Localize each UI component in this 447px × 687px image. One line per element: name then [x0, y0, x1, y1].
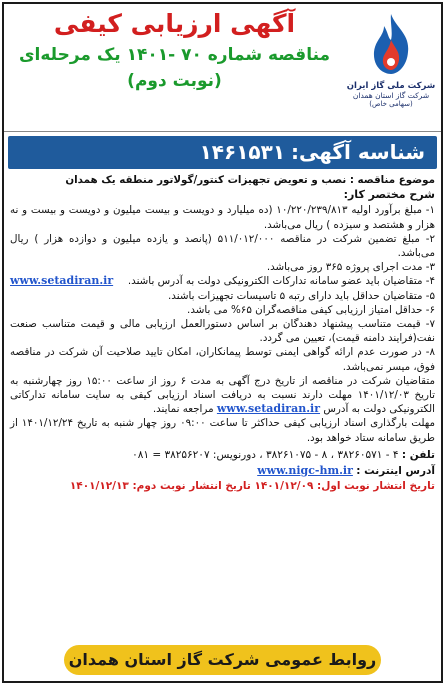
item-membership-text: ۴- متقاضیان باید عضو سامانه تدارکات الکترونیکی دولت به آدرس	[157, 275, 435, 288]
company-logo	[345, 10, 437, 128]
ad-title: آگهی ارزیابی کیفی	[53, 9, 296, 38]
paragraph-deadline: مهلت بارگذاری اسناد ارزیابی کیفی حداکثر تا ساعت ۰۹:۰۰ روز چهار شنبه به تاریخ ۱۴۰۱/۱۲/۲۴ از طریق سامانه ستاد خواهد بود.	[10, 417, 435, 444]
phone-value: ۴ - ۳۸۲۶۰۵۷۱ ، ۸ - ۳۸۲۶۱۰۷۵ ، دورنویس: ۳۸۲۵۶۲۰۷ = ۰۸۱	[132, 448, 399, 461]
web-line	[10, 463, 435, 479]
setadiran-link[interactable]: www.setadiran.ir	[10, 274, 114, 288]
item-safety: ۸- در صورت عدم ارائه گواهی ایمنی توسط پیمانکاران، امکان تایید صلاحیت آن شرکت در مناقصه فوق، میسر نمی‌باشد.	[10, 346, 435, 373]
paragraph-documents-end: مراجعه نمایند.	[152, 403, 214, 416]
logo-text-company: شرکت گاز استان همدان	[352, 91, 430, 100]
gas-flame-icon	[360, 10, 422, 80]
title-block	[8, 6, 341, 94]
summary-heading: شرح مختصر کار:	[343, 188, 435, 202]
contact-block	[4, 445, 441, 494]
item-duration: ۳- مدت اجرای پروژه ۳۶۵ روز می‌باشد.	[266, 261, 435, 274]
item-min-score: ۶- حداقل امتیاز ارزیابی کیفی مناقصه‌گران ۶۵% می باشد.	[187, 303, 435, 316]
setadiran-link-2[interactable]: www.setadiran.ir	[216, 402, 321, 416]
subject-line: موضوع مناقصه : نصب و تعویض تجهیزات کنتور/گولاتور منطقه یک همدان	[65, 174, 435, 186]
paragraph-documents-text: متقاضیان شرکت در مناقصه از تاریخ درج آگهی به مدت ۶ روز از ساعت ۱۵:۰۰ روز چهارشنبه به تاریخ ۱۴۰۱/۱۲/۰۳ مهلت دارند نسبت به دریافت اسناد ارزیابی کیفی به سایت سامانه تدارکاتی الکترونیکی دولت به آدرس	[10, 374, 436, 416]
ad-body	[4, 169, 441, 445]
ad-id-value: ۱۴۶۱۵۳۱	[199, 140, 286, 164]
logo-text-main: شرکت ملی گاز ایران	[346, 81, 436, 91]
item-rank: ۵- متقاضیان حداقل باید دارای رتبه ۵ تاسیسات تجهیزات باشند.	[168, 289, 435, 302]
phone-label: تلفن :	[401, 448, 435, 461]
logo-text-type: (سهامی خاص)	[369, 100, 413, 108]
item-pricing: ۷- قیمت متناسب پیشنهاد دهندگان بر اساس دستورالعمل ارزیابی مالی و قیمت متناسب صنعت نفت(فرایند دامنه قیمت)، تعیین می گردد.	[10, 318, 435, 345]
publish-dates: تاریخ انتشار نوبت اول: ۱۴۰۱/۱۲/۰۹ تاریخ انتشار نوبت دوم: ۱۴۰۱/۱۲/۱۳	[69, 479, 435, 492]
item-membership-end: باشند.	[127, 275, 155, 288]
header	[4, 4, 441, 132]
company-website-link[interactable]: www.nigc-hm.ir	[257, 463, 353, 477]
item-membership	[10, 274, 435, 288]
ad-id-label: شناسه آگهی:	[290, 140, 425, 164]
item-estimate: ۱- مبلغ برآورد اولیه ۱۰/۲۲۰/۲۳۹/۸۱۳ (ده میلیارد و دویست و بیست میلیون و دویست و بیست و نه هزار و هشتصد و سیزده ) ریال می‌باشد.	[10, 204, 435, 231]
ad-id-band	[8, 136, 437, 169]
public-relations-footer: روابط عمومی شرکت گاز استان همدان	[64, 645, 381, 675]
tender-number: مناقصه شماره ۷۰ -۱۴۰۱ یک مرحله‌ای	[18, 45, 331, 65]
web-label: آدرس اینترنت :	[356, 464, 435, 477]
paragraph-documents	[10, 374, 435, 417]
item-guarantee: ۲- مبلغ تضمین شرکت در مناقصه ۵۱۱/۰۱۲/۰۰۰ (پانصد و یازده میلیون و دوازده هزار ) ریال می‌باشد.	[10, 232, 436, 260]
round-label: (نوبت دوم)	[127, 71, 222, 91]
phone-line	[10, 448, 435, 463]
ad-frame	[2, 2, 443, 683]
